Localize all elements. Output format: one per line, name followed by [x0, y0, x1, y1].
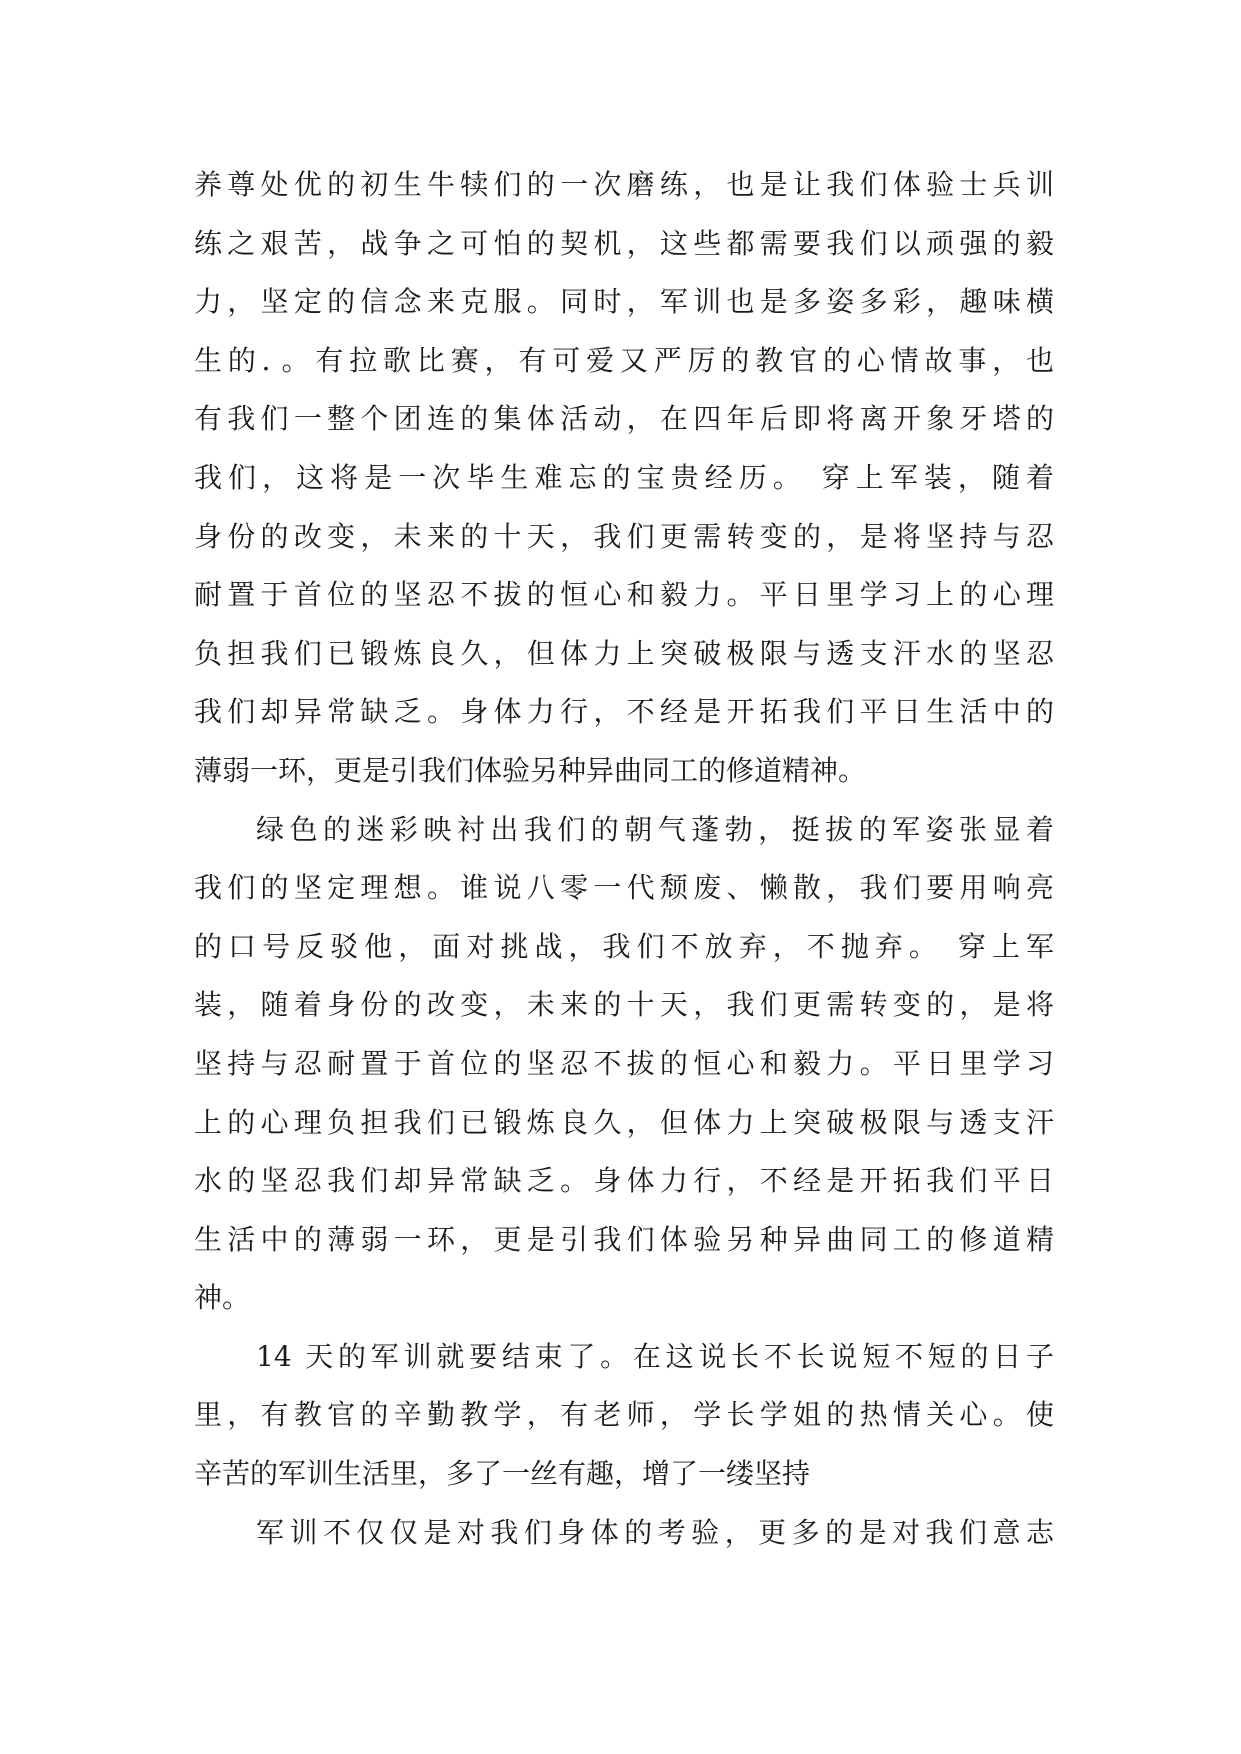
text-line: 上的心理负担我们已锻炼良久，但体力上突破极限与透支汗: [194, 1105, 1054, 1139]
text-line: 军训不仅仅是对我们身体的考验，更多的是对我们意志: [256, 1515, 1054, 1549]
text-line: 养尊处优的初生牛犊们的一次磨练，也是让我们体验士兵训: [194, 168, 1054, 201]
text-line: 辛苦的军训生活里，多了一丝有趣，增了一缕坚持: [194, 1457, 811, 1491]
paragraph-3: [194, 1328, 1054, 1504]
paragraph-1: [194, 156, 1054, 801]
text-line: 薄弱一环，更是引我们体验另种异曲同工的修道精神。: [194, 753, 867, 787]
text-line: 我们的坚定理想。谁说八零一代颓废、懒散，我们要用响亮: [194, 871, 1054, 905]
text-line: 练之艰苦，战争之可怕的契机，这些都需要我们以顽强的毅: [194, 226, 1054, 260]
text-line: 坚持与忍耐置于首位的坚忍不拔的恒心和毅力。平日里学习: [194, 1046, 1054, 1080]
text-line: 神。: [194, 1281, 251, 1315]
text-line: 水的坚忍我们却异常缺乏。身体力行，不经是开拓我们平日: [194, 1164, 1054, 1198]
text-line: 绿色的迷彩映衬出我们的朝气蓬勃，挺拔的军姿张显着: [256, 812, 1054, 846]
text-line: 我们却异常缺乏。身体力行，不经是开拓我们平日生活中的: [194, 695, 1054, 729]
text-line: 身份的改变，未来的十天，我们更需转变的，是将坚持与忍: [194, 519, 1054, 553]
paragraph-4: [194, 1504, 1054, 1563]
text-line: 装，随着身份的改变，未来的十天，我们更需转变的，是将: [194, 988, 1054, 1022]
text-line: 耐置于首位的坚忍不拔的恒心和毅力。平日里学习上的心理: [194, 578, 1054, 612]
text-line: 生的．。有拉歌比赛，有可爱又严厉的教官的心情故事，也: [194, 343, 1054, 377]
text-line: 14 天的军训就要结束了。在这说长不长说短不短的日子: [256, 1339, 1054, 1373]
text-line: 生活中的薄弱一环，更是引我们体验另种异曲同工的修道精: [194, 1222, 1054, 1256]
text-line: 的口号反驳他，面对挑战，我们不放弃，不抛弃。 穿上军: [194, 929, 1054, 963]
text-line: 我们，这将是一次毕生难忘的宝贵经历。 穿上军装，随着: [194, 460, 1054, 494]
document-body: [194, 156, 1054, 1562]
text-line: 力，坚定的信念来克服。同时，军训也是多姿多彩，趣味横: [194, 285, 1054, 319]
text-line: 有我们一整个团连的集体活动，在四年后即将离开象牙塔的: [194, 402, 1054, 436]
text-line: 负担我们已锻炼良久，但体力上突破极限与透支汗水的坚忍: [194, 636, 1054, 670]
text-line: 里，有教官的辛勤教学，有老师，学长学姐的热情关心。使: [194, 1398, 1054, 1432]
paragraph-2: [194, 801, 1054, 1328]
